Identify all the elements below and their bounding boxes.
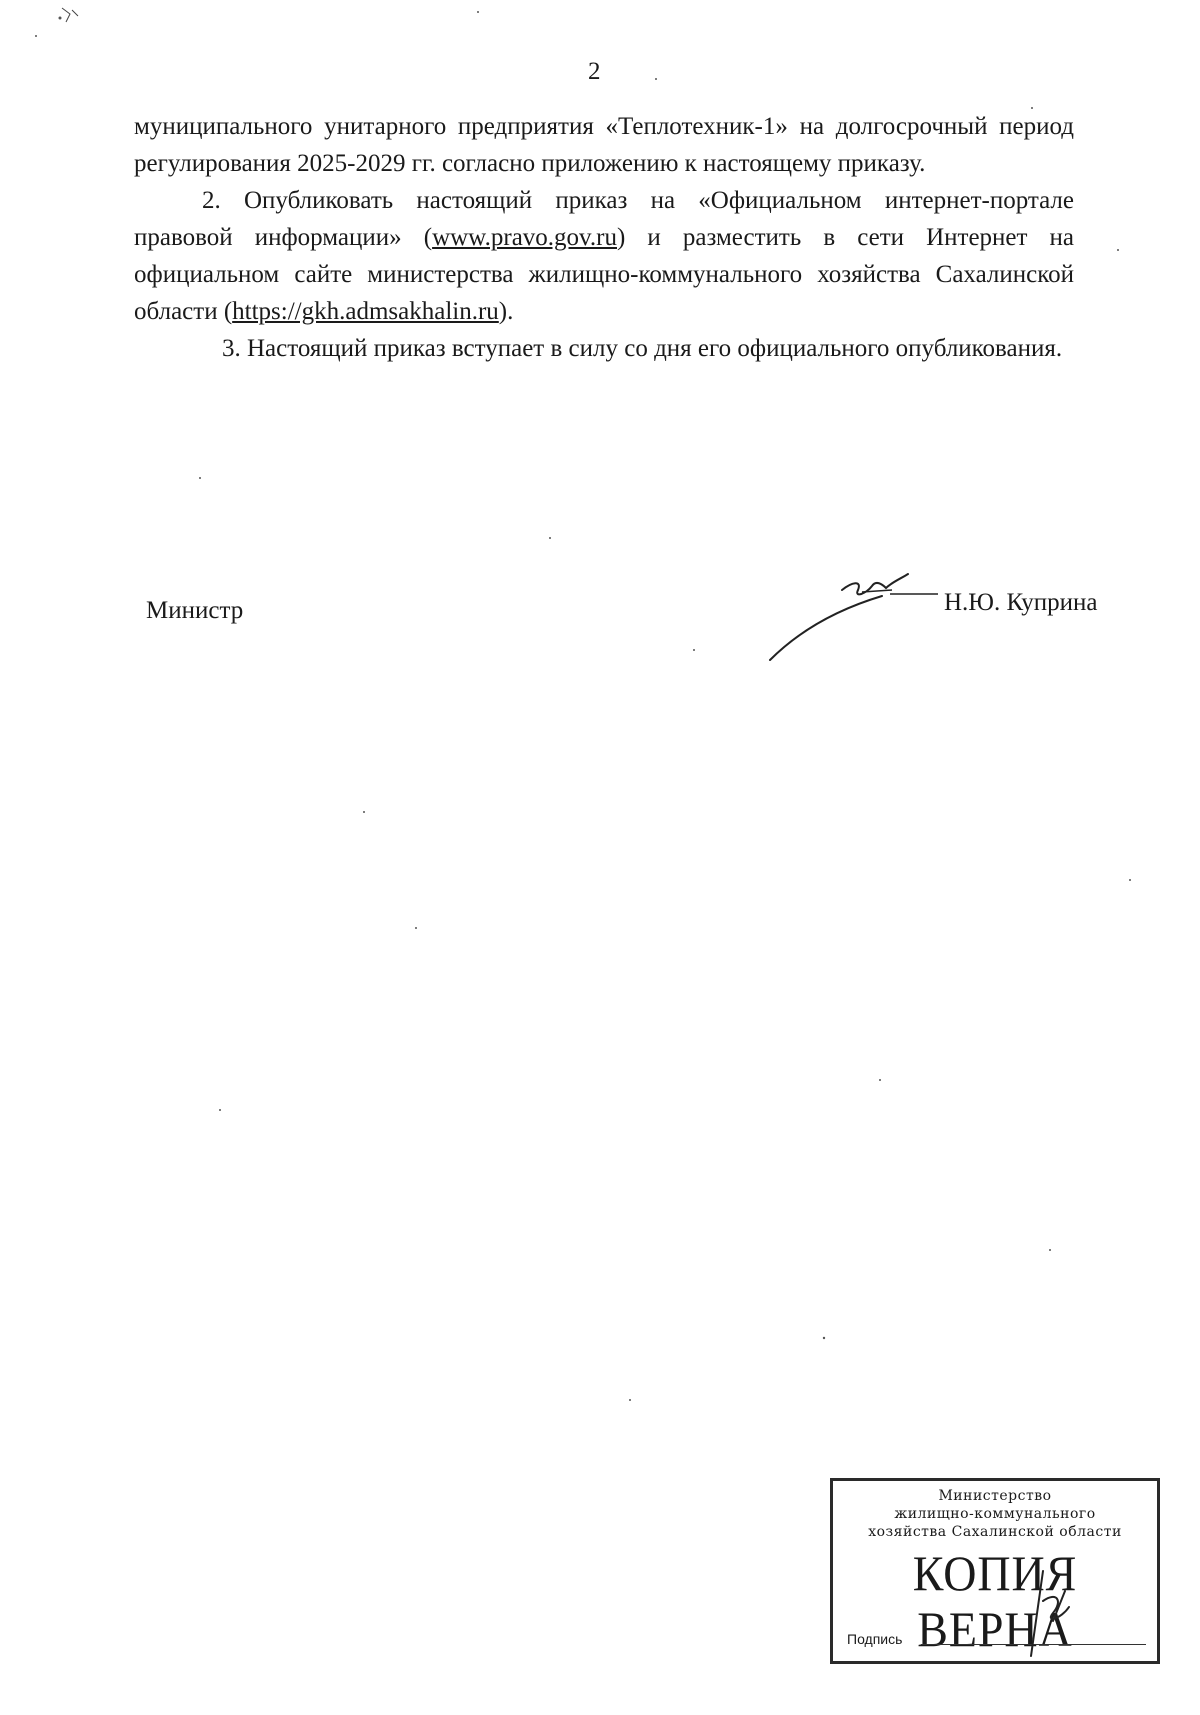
stamp-signature-label: Подпись — [847, 1631, 903, 1647]
stamp-handwritten-signature — [1013, 1561, 1083, 1661]
paragraph-3: 3. Настоящий приказ вступает в силу со дня его официального опубликования. — [222, 335, 1063, 362]
pravo-gov-link[interactable]: www.pravo.gov.ru — [432, 224, 617, 251]
page-number: 2 — [588, 58, 601, 85]
paragraph-1: муниципального унитарного предприятия «Теплотехник-1» на долгосрочный период регулирования 2025-2029 гг. согласно приложению к настоящему приказу. — [134, 113, 1074, 177]
paragraph-2 — [134, 182, 1074, 330]
gkh-admsakhalin-link[interactable]: https://gkh.admsakhalin.ru — [232, 298, 499, 325]
stamp-line-ministry: Министерство — [938, 1488, 1052, 1504]
stamp-title: КОПИЯ ВЕРНА — [912, 1545, 1078, 1657]
paragraph-2-text-a: 2. Опубликовать настоящий приказ на «Официальном интернет-портале правовой информации» ( — [134, 187, 1074, 251]
stamp-line-region: хозяйства Сахалинской области — [868, 1524, 1122, 1540]
document-body — [134, 108, 1074, 367]
copy-certified-stamp — [830, 1478, 1160, 1664]
minister-signature — [762, 568, 962, 668]
paragraph-2-text-c: ). — [498, 298, 514, 325]
minister-title: Министр — [146, 597, 244, 624]
stamp-line-department: жилищно-коммунального — [894, 1506, 1096, 1522]
paragraph-2-text-b: ) и разместить в сети Интернет на официальном сайте министерства жилищно-коммунального хозяйства Сахалинской области ( — [134, 224, 1075, 325]
minister-name: Н.Ю. Куприна — [944, 589, 1098, 616]
